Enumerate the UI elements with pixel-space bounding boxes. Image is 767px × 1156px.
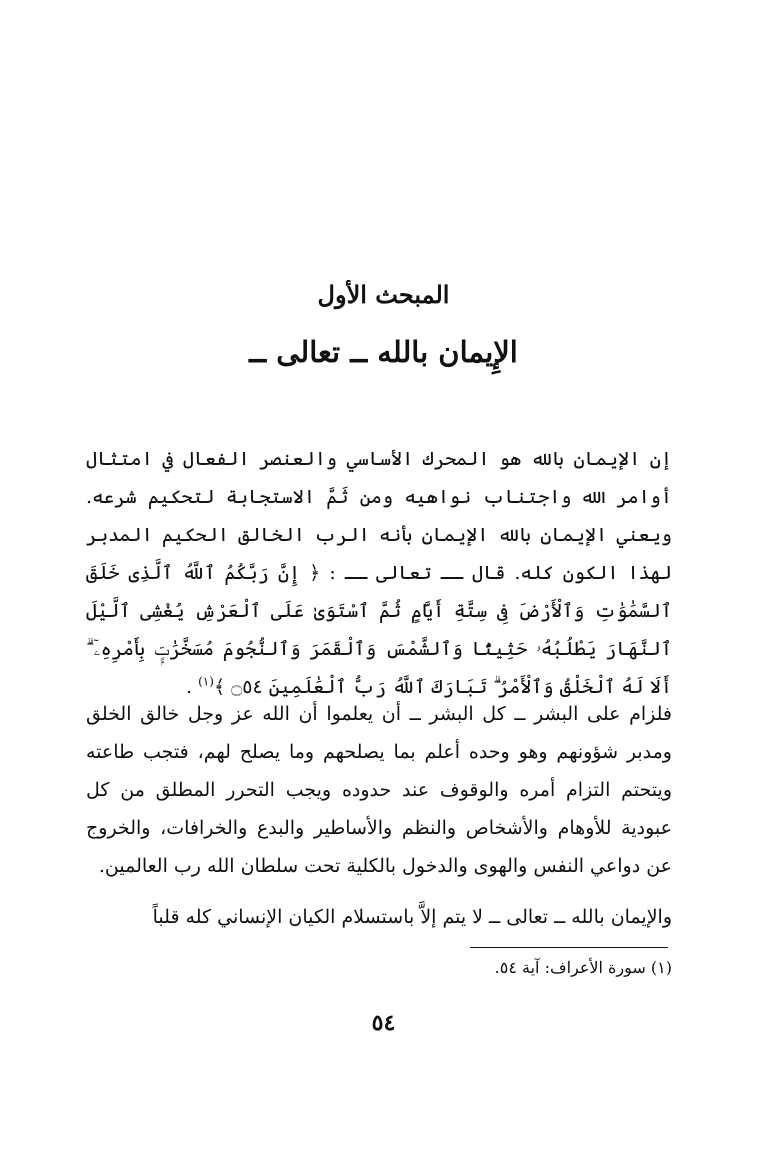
paragraph-intro-end: .: [186, 676, 199, 698]
paragraph-intro-text: إن الإيمان بالله هو المحرك الأساسي والعنصر الفعال في امتثال أوامر الله واجتناب نواهيه ومن ثَمَّ الاستجابة لتحكيم شرعه. ويعني الإيمان بالله الإيمان بأنه الرب الخالق الحكيم المدبر لهذا الكون كله. قال ــ تعالى ــ :: [86, 448, 672, 584]
footnote-divider: [470, 947, 668, 948]
footnote-reference: (١): [198, 674, 214, 689]
paragraph-intro: [86, 440, 672, 706]
quran-verse: ﴿ إِنَّ رَبَّكُمُ ٱللَّهُ ٱلَّذِى خَلَقَ ٱلسَّمَٰوَٰتِ وَٱلْأَرْضَ فِى سِتَّةِ أَيَّامٍ ثُمَّ ٱسْتَوَىٰ عَلَى ٱلْعَرْشِ يُغْشِى ٱلَّيْلَ ٱلنَّهَارَ يَطْلُبُهُۥ حَثِيثًا وَٱلشَّمْسَ وَٱلْقَمَرَ وَٱلنُّجُومَ مُسَخَّرَٰتٍۭ بِأَمْرِهِۦٓ ۗ أَلَا لَهُ ٱلْخَلْقُ وَٱلْأَمْرُ ۗ تَبَارَكَ ٱللَّهُ رَبُّ ٱلْعَٰلَمِينَ ۝٥٤ ﴾: [86, 562, 672, 698]
paragraph-submission: والإيمان بالله ــ تعالى ــ لا يتم إلاَّ باستسلام الكيان الإنساني كله قلباً: [152, 906, 672, 928]
footnote: (١) سورة الأعراف: آية ٥٤.: [494, 958, 672, 977]
chapter-title: الإِيمان بالله ــ تعالى ــ: [249, 335, 518, 369]
page-number: ٥٤: [371, 1010, 396, 1036]
paragraph-obligation: فلزام على البشر ــ كل البشر ــ أن يعلموا أن الله عز وجل خالق الخلق ومدبر شؤونهم وهو وحده أعلم بما يصلحهم وما يصلح لهم، فتجب طاعته ويتحتم التزام أمره والوقوف عند حدوده ويجب التحرر المطلق من كل عبودية للأوهام والأشخاص والنظم والأساطير والبدع والخرافات، والخروج عن دواعي النفس والهوى والدخول بالكلية تحت سلطان الله رب العالمين.: [86, 703, 672, 877]
section-heading: المبحث الأول: [317, 280, 450, 309]
